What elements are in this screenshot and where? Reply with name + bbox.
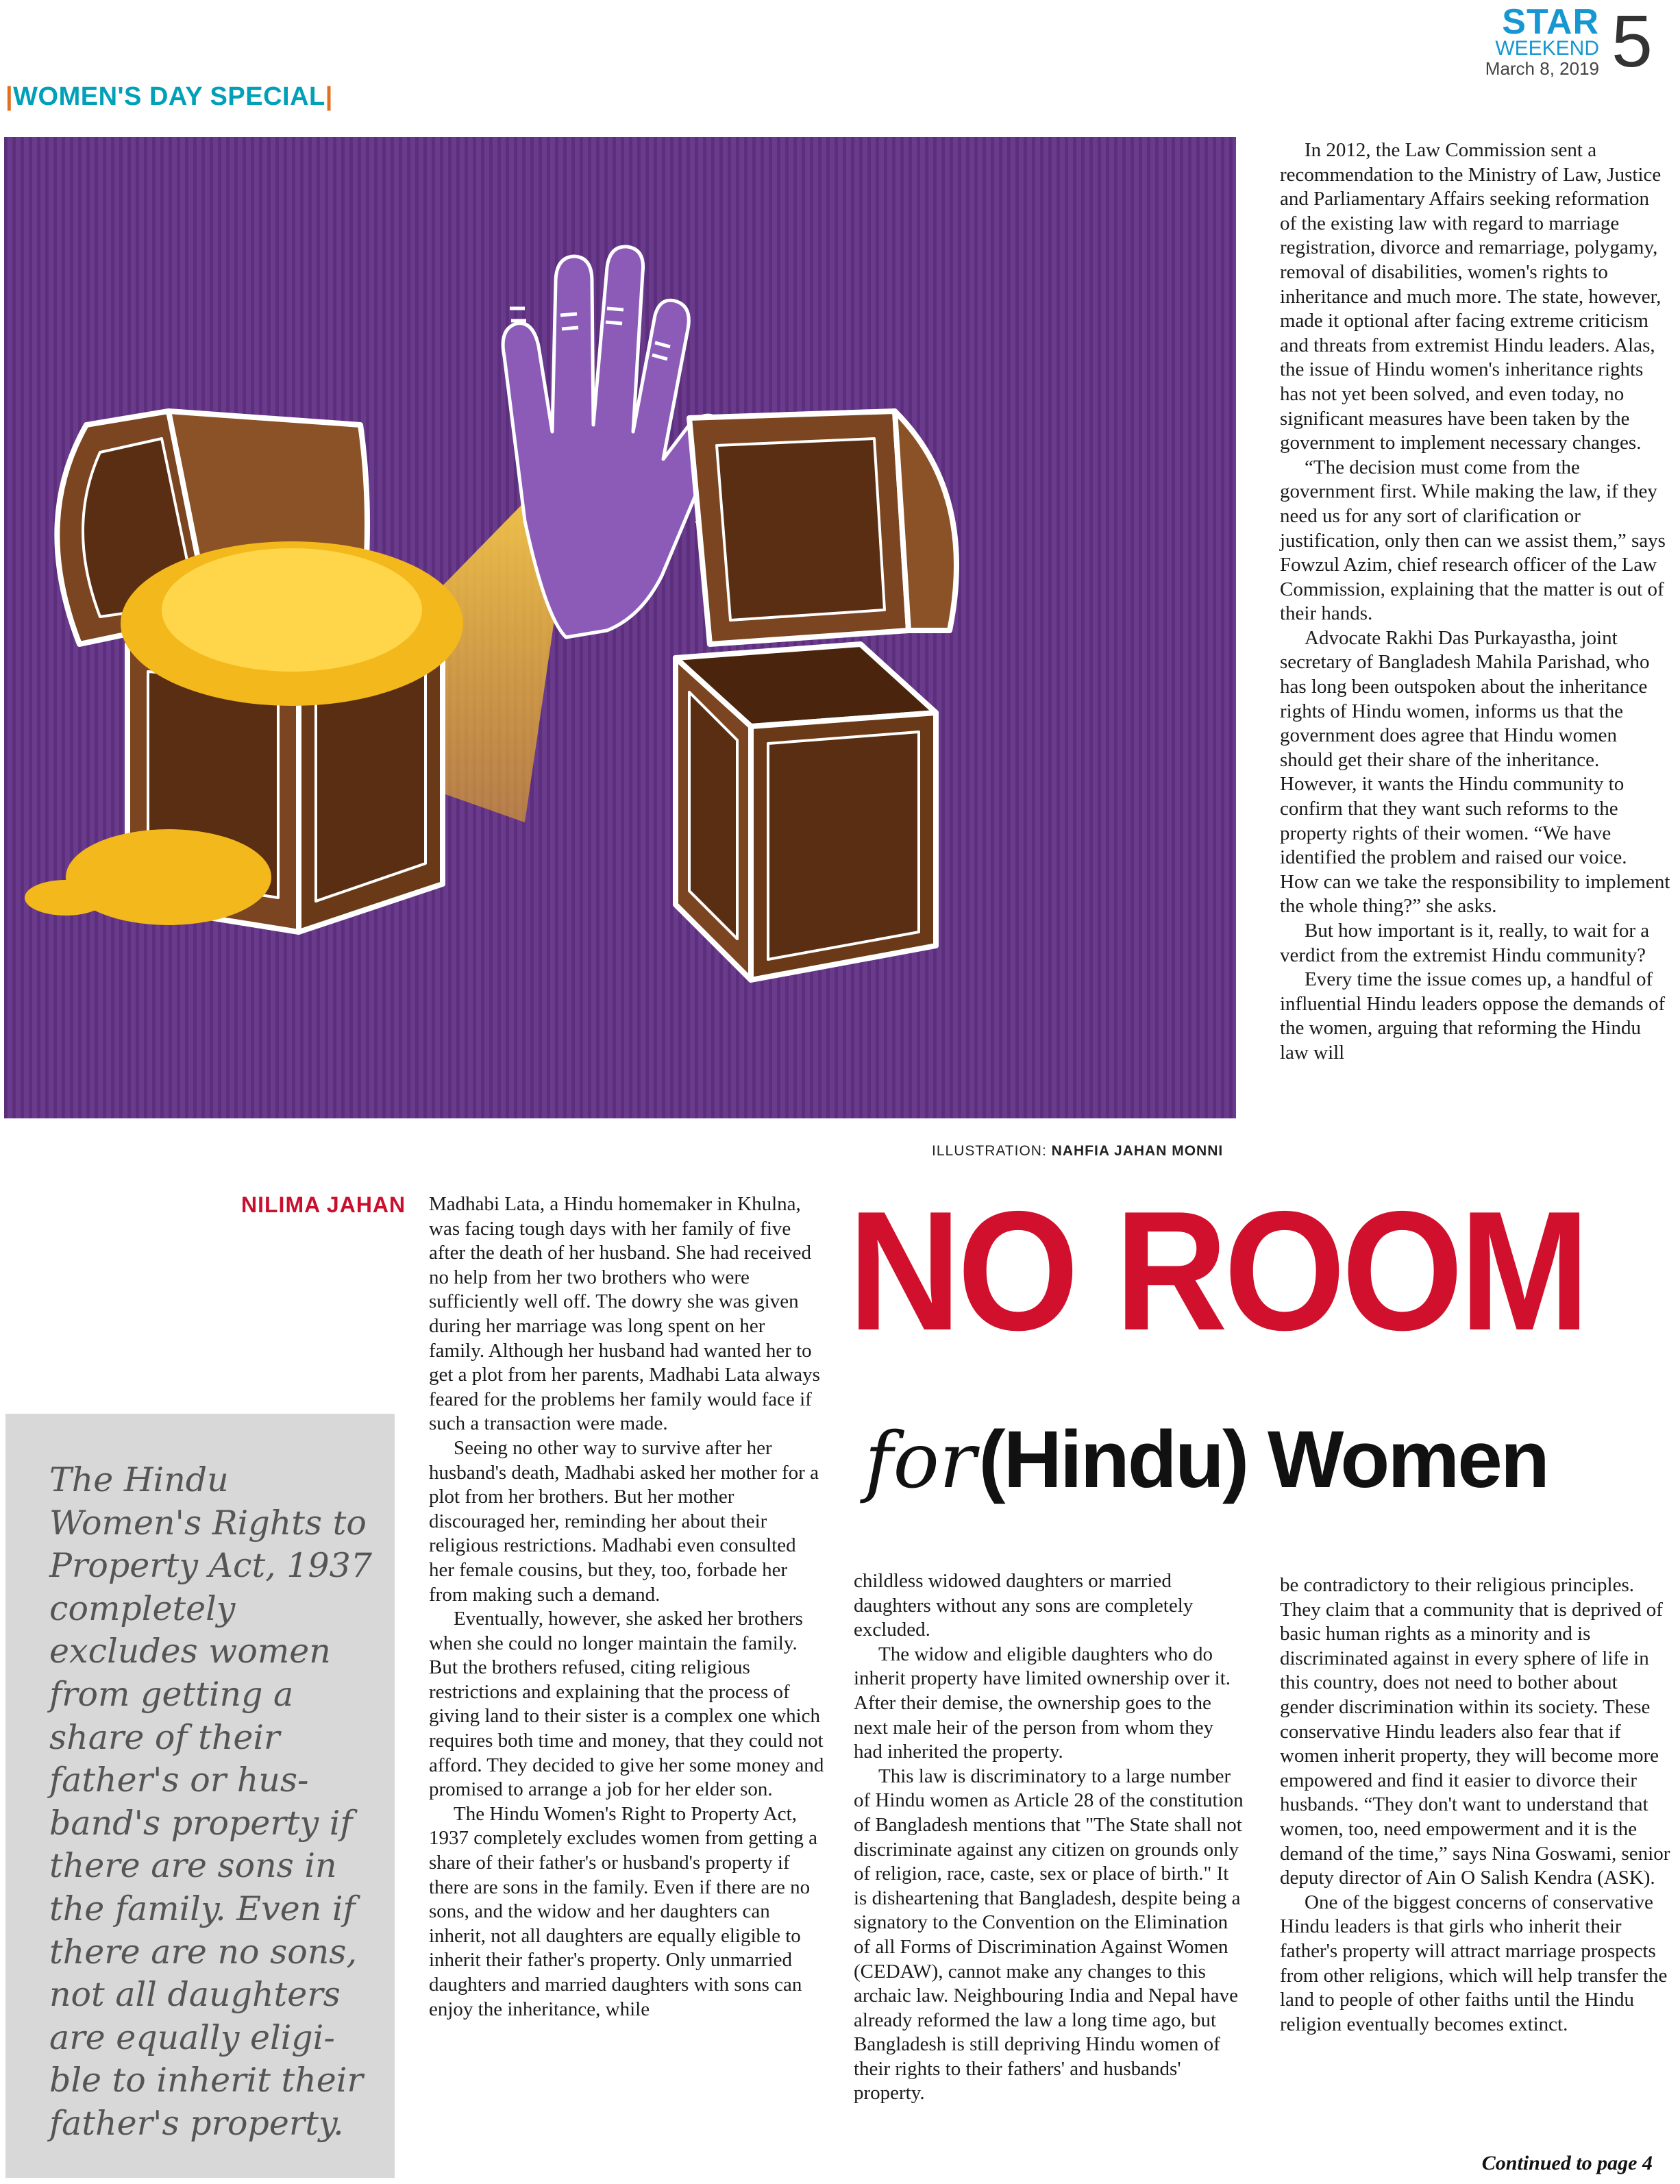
headline: NO ROOM bbox=[848, 1175, 1586, 1366]
section-tag-close: | bbox=[325, 82, 333, 111]
article-column-1 bbox=[429, 1192, 825, 2022]
section-tag-label: WOMEN'S DAY SPECIAL bbox=[13, 82, 325, 111]
paragraph: The widow and eligible daughters who do inherit property have limited ownership over it. After their demise, the ownership goes to the next male heir of the person from whom they had inherited the property. bbox=[854, 1643, 1231, 1763]
masthead-sub: WEEKEND bbox=[1495, 37, 1599, 60]
pull-quote-text: The Hindu Women's Rights to Property Act, 1937 completely excludes women from getting a share of their father's or hus- band's property if there are sons in the family. Even if there are no sons, not all daughters are equally eligi- ble to inherit their father's property. bbox=[49, 1460, 373, 2143]
masthead-brand: STAR bbox=[1502, 2, 1599, 42]
paragraph: Advocate Rakhi Das Purkayastha, joint secretary of Bangladesh Mahila Parishad, who has long been outspoken about the inheritance rights of Hindu women, informs us that the government does agree that Hindu women should get their share of the inheritance. However, it wants the Hindu community to confirm that they want such reforms to the property rights of their women. “We have identified the problem and raised our voice. How can we take the responsibility to implement the whole thing?” she asks. bbox=[1280, 626, 1670, 918]
paragraph: But how important is it, really, to wait for a verdict from the extremist Hindu community? bbox=[1280, 920, 1650, 966]
paragraph: be contradictory to their religious principles. They claim that a community that is deprived of basic human rights as a minority and is discriminated against in every sphere of life in this country, does not need to bother about gender discrimination within its society. These conservative Hindu leaders also fear that if women inherit property, they will become more empowered and find it easier to divorce their husbands. “They don't want to understand that women, too, need empowerment and it is the demand of the time,” says Nina Goswami, senior deputy director of Ain O Salish Kendra (ASK). bbox=[1280, 1574, 1670, 1889]
illustration-artwork bbox=[4, 137, 1236, 1118]
paragraph: Every time the issue comes up, a handful of influential Hindu leaders oppose the demands of the women, arguing that reforming the Hindu law will bbox=[1280, 968, 1666, 1064]
section-tag-open: | bbox=[5, 82, 14, 111]
paragraph: Madhabi Lata, a Hindu homemaker in Khulna, was facing tough days with her family of five after the death of her husband. She had received no help from her two brothers who were sufficiently well off. The dowry she was given during her marriage was long spent on her family. Although her husband had wanted her to get a plot from her parents, Madhabi Lata always feared for the problems her family would face if such a transaction were made. bbox=[429, 1193, 820, 1435]
illustration-credit bbox=[932, 1143, 1223, 1160]
subheadline-for: for bbox=[865, 1416, 976, 1506]
section-tag bbox=[5, 82, 333, 112]
illustration bbox=[4, 137, 1236, 1118]
paragraph: “The decision must come from the government first. While making the law, if they need us for any sort of clarification or justification, only then can we assist them,” says Fowzul Azim, chief research officer of the Law Commission, explaining that the matter is out of their hands. bbox=[1280, 456, 1666, 625]
paragraph: The Hindu Women's Right to Property Act, 1937 completely excludes women from getting a share of their father's or husband's property if there are sons in the family. Even if there are no sons, and the widow and her daughters can inherit, not all daughters are equally eligible to inherit their father's property. Only unmarried daughters and married daughters with sons can enjoy the inheritance, while bbox=[429, 1802, 817, 2020]
article-column-3-bottom bbox=[1280, 1573, 1670, 2037]
paragraph: Eventually, however, she asked her brothers when she could no longer maintain the family. But the brothers refused, citing religious restrictions and explaining that the process of giving land to their sister is a complex one which requires both time and money, that they could not afford. They decided to give her some money and promised to arrange a job for her elder son. bbox=[429, 1608, 824, 1801]
paragraph: One of the biggest concerns of conservative Hindu leaders is that girls who inherit their father's property will attract marriage prospects from other religions, which will help transfer the land to people of other faiths until the Hindu religion eventually becomes extinct. bbox=[1280, 1891, 1668, 2035]
masthead bbox=[1485, 0, 1653, 82]
paragraph: In 2012, the Law Commission sent a recommendation to the Ministry of Law, Justice and Parliamentary Affairs seeking reformation of the existing law with regard to marriage registration, divorce and remarriage, polygamy, removal of disabilities, women's rights to inheritance and much more. The state, however, made it optional after facing extreme criticism and threats from extremist Hindu leaders. Alas, the issue of Hindu women's inheritance rights has not yet been solved, and even today, no significant measures have been taken by the government to implement necessary changes. bbox=[1280, 139, 1662, 454]
subheadline bbox=[865, 1412, 1548, 1532]
byline: NILIMA JAHAN bbox=[241, 1192, 406, 1217]
credit-prefix: ILLUSTRATION: bbox=[932, 1143, 1047, 1159]
paragraph: Seeing no other way to survive after her husband's death, Madhabi asked her mother for a plot from her brothers. But her mother discouraged her, reminding her about their religious restrictions. Madhabi even consulted her female cousins, but they, too, forbade her from making such a demand. bbox=[429, 1436, 819, 1606]
paragraph: childless widowed daughters or married daughters without any sons are completely excluded. bbox=[854, 1570, 1194, 1641]
article-column-3-top bbox=[1280, 138, 1670, 1066]
page-number: 5 bbox=[1611, 0, 1653, 82]
continued-link[interactable]: Continued to page 4 bbox=[1481, 2152, 1653, 2174]
pull-quote bbox=[5, 1414, 395, 2178]
article-column-2 bbox=[854, 1569, 1244, 2106]
credit-name: NAHFIA JAHAN MONNI bbox=[1051, 1143, 1224, 1159]
paragraph: This law is discriminatory to a large number of Hindu women as Article 28 of the constitution of Bangladesh mentions that "The State shall not discriminate against any citizen on grounds only of religion, race, caste, sex or place of birth." It is disheartening that Bangladesh, despite being a signatory to the Convention on the Elimination of all Forms of Discrimination Against Women (CEDAW), cannot make any changes to this archaic law. Neighbouring India and Nepal have already reformed the law a long time ago, but Bangladesh is still depriving Hindu women of their rights to their fathers' and husbands' property. bbox=[854, 1765, 1244, 2105]
issue-date: March 8, 2019 bbox=[1485, 58, 1599, 79]
subheadline-rest: (Hindu) Women bbox=[978, 1414, 1548, 1505]
gold-coins-spill bbox=[66, 829, 271, 925]
treasure-chest-empty bbox=[676, 411, 956, 980]
